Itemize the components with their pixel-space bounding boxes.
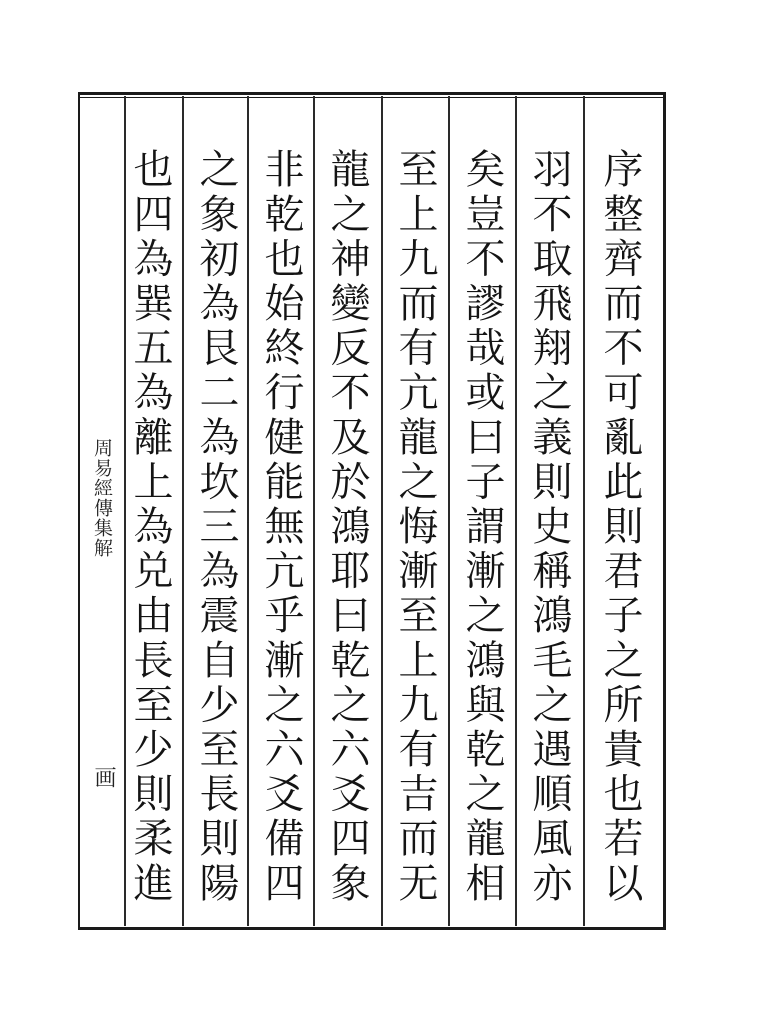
text-column-4: 至上九而有亢龍之悔漸至上九有吉而无 (392, 148, 438, 907)
page-number: 画 (91, 766, 116, 788)
text-column-7: 之象初為艮二為坎三為震自少至長則陽 (193, 148, 239, 907)
border-inner-rule (80, 97, 665, 98)
column-divider (583, 96, 585, 926)
book-title: 周易經傳集解 (91, 438, 113, 558)
text-column-2: 羽不取飛翔之義則史稱鴻毛之遇順風亦 (526, 148, 572, 907)
text-column-1: 序整齊而不可亂此則君子之所貴也若以 (597, 148, 643, 907)
text-column-8: 也四為巽五為離上為兑由長至少則柔進 (127, 148, 173, 907)
text-column-3: 矣豈不謬哉或曰子謂漸之鴻與乾之龍相 (459, 148, 505, 907)
text-column-5: 龍之神變反不及於鴻耶曰乾之六爻四象 (324, 148, 370, 907)
text-column-6: 非乾也始終行健能無亢乎漸之六爻備四 (258, 148, 304, 907)
